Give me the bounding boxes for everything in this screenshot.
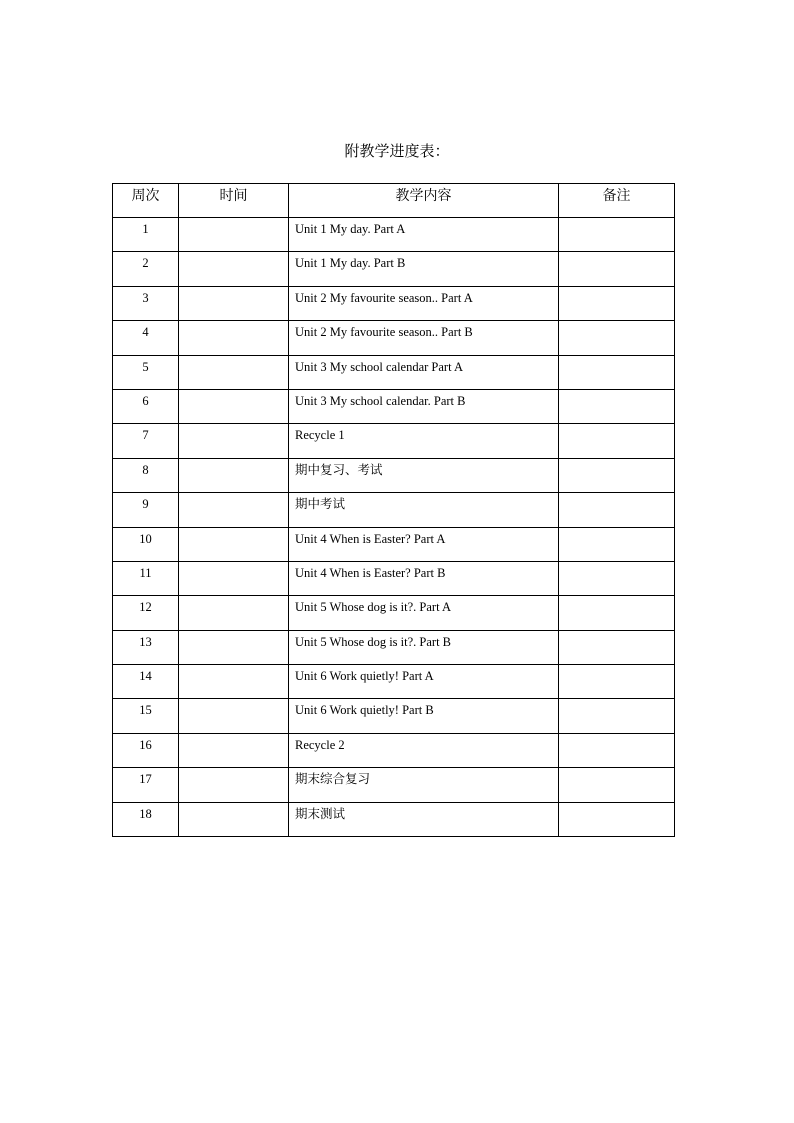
content-cell: Unit 6 Work quietly! Part B bbox=[289, 699, 559, 733]
table-row bbox=[113, 527, 675, 561]
time-cell bbox=[179, 630, 289, 664]
note-cell bbox=[559, 630, 675, 664]
week-cell: 1 bbox=[113, 218, 179, 252]
table-body bbox=[113, 218, 675, 837]
time-cell bbox=[179, 596, 289, 630]
table-row bbox=[113, 665, 675, 699]
week-cell: 14 bbox=[113, 665, 179, 699]
content-cell: Unit 5 Whose dog is it?. Part A bbox=[289, 596, 559, 630]
time-cell bbox=[179, 493, 289, 527]
week-cell: 11 bbox=[113, 561, 179, 595]
week-cell: 3 bbox=[113, 286, 179, 320]
time-cell bbox=[179, 424, 289, 458]
content-cell: Recycle 1 bbox=[289, 424, 559, 458]
note-cell bbox=[559, 389, 675, 423]
content-cell: Unit 5 Whose dog is it?. Part B bbox=[289, 630, 559, 664]
note-cell bbox=[559, 596, 675, 630]
week-cell: 5 bbox=[113, 355, 179, 389]
header-content: 教学内容 bbox=[289, 184, 559, 218]
note-cell bbox=[559, 768, 675, 802]
content-cell: 期末综合复习 bbox=[289, 768, 559, 802]
week-cell: 2 bbox=[113, 252, 179, 286]
week-cell: 7 bbox=[113, 424, 179, 458]
content-cell: Unit 2 My favourite season.. Part A bbox=[289, 286, 559, 320]
note-cell bbox=[559, 561, 675, 595]
time-cell bbox=[179, 252, 289, 286]
time-cell bbox=[179, 699, 289, 733]
table-row bbox=[113, 252, 675, 286]
time-cell bbox=[179, 802, 289, 836]
time-cell bbox=[179, 665, 289, 699]
time-cell bbox=[179, 355, 289, 389]
table-row bbox=[113, 355, 675, 389]
week-cell: 10 bbox=[113, 527, 179, 561]
table-row bbox=[113, 286, 675, 320]
content-cell: 期中复习、考试 bbox=[289, 458, 559, 492]
week-cell: 13 bbox=[113, 630, 179, 664]
note-cell bbox=[559, 493, 675, 527]
note-cell bbox=[559, 218, 675, 252]
week-cell: 17 bbox=[113, 768, 179, 802]
note-cell bbox=[559, 699, 675, 733]
table-row bbox=[113, 493, 675, 527]
note-cell bbox=[559, 286, 675, 320]
table-row bbox=[113, 768, 675, 802]
table-row bbox=[113, 561, 675, 595]
table-row bbox=[113, 218, 675, 252]
table-header-row bbox=[113, 184, 675, 218]
time-cell bbox=[179, 286, 289, 320]
table-row bbox=[113, 389, 675, 423]
week-cell: 4 bbox=[113, 321, 179, 355]
content-cell: 期末测试 bbox=[289, 802, 559, 836]
schedule-table bbox=[112, 183, 675, 837]
week-cell: 12 bbox=[113, 596, 179, 630]
note-cell bbox=[559, 458, 675, 492]
page-title: 附教学进度表： bbox=[344, 142, 450, 160]
table-row bbox=[113, 458, 675, 492]
content-cell: Unit 4 When is Easter? Part B bbox=[289, 561, 559, 595]
content-cell: Unit 2 My favourite season.. Part B bbox=[289, 321, 559, 355]
week-cell: 6 bbox=[113, 389, 179, 423]
table-row bbox=[113, 733, 675, 767]
table-row bbox=[113, 802, 675, 836]
note-cell bbox=[559, 665, 675, 699]
content-cell: 期中考试 bbox=[289, 493, 559, 527]
note-cell bbox=[559, 424, 675, 458]
content-cell: Recycle 2 bbox=[289, 733, 559, 767]
header-week: 周次 bbox=[113, 184, 179, 218]
content-cell: Unit 1 My day. Part A bbox=[289, 218, 559, 252]
time-cell bbox=[179, 527, 289, 561]
note-cell bbox=[559, 252, 675, 286]
note-cell bbox=[559, 527, 675, 561]
note-cell bbox=[559, 733, 675, 767]
content-cell: Unit 6 Work quietly! Part A bbox=[289, 665, 559, 699]
week-cell: 8 bbox=[113, 458, 179, 492]
time-cell bbox=[179, 733, 289, 767]
week-cell: 9 bbox=[113, 493, 179, 527]
time-cell bbox=[179, 561, 289, 595]
time-cell bbox=[179, 218, 289, 252]
header-note: 备注 bbox=[559, 184, 675, 218]
time-cell bbox=[179, 321, 289, 355]
time-cell bbox=[179, 768, 289, 802]
content-cell: Unit 3 My school calendar Part A bbox=[289, 355, 559, 389]
table-row bbox=[113, 630, 675, 664]
header-time: 时间 bbox=[179, 184, 289, 218]
note-cell bbox=[559, 321, 675, 355]
time-cell bbox=[179, 389, 289, 423]
content-cell: Unit 4 When is Easter? Part A bbox=[289, 527, 559, 561]
note-cell bbox=[559, 802, 675, 836]
table-row bbox=[113, 699, 675, 733]
time-cell bbox=[179, 458, 289, 492]
note-cell bbox=[559, 355, 675, 389]
table-row bbox=[113, 596, 675, 630]
week-cell: 18 bbox=[113, 802, 179, 836]
content-cell: Unit 3 My school calendar. Part B bbox=[289, 389, 559, 423]
week-cell: 15 bbox=[113, 699, 179, 733]
table-row bbox=[113, 321, 675, 355]
week-cell: 16 bbox=[113, 733, 179, 767]
table-row bbox=[113, 424, 675, 458]
content-cell: Unit 1 My day. Part B bbox=[289, 252, 559, 286]
